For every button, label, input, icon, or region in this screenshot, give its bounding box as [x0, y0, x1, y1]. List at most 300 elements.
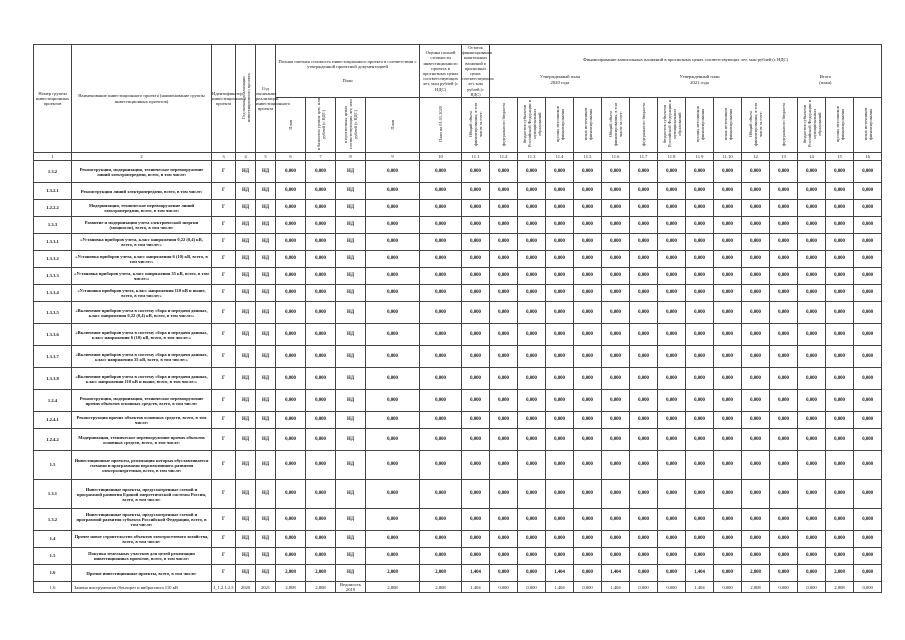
row-estimate: 0,000 [366, 200, 420, 217]
row-financing-value: 0,000 [462, 285, 490, 302]
table-row [34, 324, 882, 346]
row-financing-value: 0,000 [770, 268, 798, 285]
row-project-id: Г [212, 161, 236, 183]
row-project-id: Г [212, 390, 236, 412]
row-financing-value: 0,000 [770, 183, 798, 200]
row-financing-value: 0,000 [630, 161, 658, 183]
row-financing-value: 0,000 [574, 234, 602, 251]
row-financing-value: 0,000 [714, 531, 742, 548]
row-financing-value: 0,000 [742, 324, 770, 346]
row-code: 1.2.2.2 [34, 200, 72, 217]
row-financing-value: 0,000 [630, 531, 658, 548]
row-remaining: 0,000 [420, 480, 462, 509]
row-financing-value: 0,000 [742, 480, 770, 509]
row-financing-value: 0,000 [490, 161, 518, 183]
table-row [34, 217, 882, 234]
row-financing-value: 0,000 [630, 251, 658, 268]
table-row [34, 200, 882, 217]
row-year-start: НД [236, 531, 256, 548]
row-year-start: НД [236, 509, 256, 531]
row-financing-value: 0,000 [462, 390, 490, 412]
row-financing-value: 0,000 [770, 302, 798, 324]
last-row-cell: Ведомость 2019 [336, 582, 366, 593]
row-plan: НД [336, 268, 366, 285]
row-financing-value: 1,404 [546, 565, 574, 582]
row-plan: НД [336, 183, 366, 200]
row-remaining: 0,000 [420, 451, 462, 480]
row-financing-value: 0,000 [630, 451, 658, 480]
row-code: 1.5 [34, 548, 72, 565]
header-cost-current: в базисном уровне цен, млн рублей (с НДС) [306, 98, 336, 153]
row-year-end: НД [256, 302, 276, 324]
row-financing-value: 0,000 [462, 509, 490, 531]
row-financing-value: 0,000 [518, 451, 546, 480]
table-row [34, 251, 882, 268]
row-year-end: НД [256, 161, 276, 183]
row-financing-value: 0,000 [854, 285, 882, 302]
row-code: 1.2.4 [34, 390, 72, 412]
row-financing-value: 0,000 [462, 531, 490, 548]
last-row-cell: 2,808 [420, 582, 462, 593]
row-financing-value: 0,000 [770, 251, 798, 268]
row-financing-value: 0,000 [742, 161, 770, 183]
column-number: 16 [854, 153, 882, 161]
row-financing-value: 0,000 [798, 268, 826, 285]
header-group-number: Номер группы инвестиционных проектов [34, 45, 72, 153]
last-row-cell: 1.6 [34, 582, 72, 593]
row-project-id: Г [212, 183, 236, 200]
row-financing-value: 0,000 [602, 509, 630, 531]
row-financing-value: 0,000 [686, 509, 714, 531]
row-financing-value: 0,000 [602, 234, 630, 251]
row-financing-value: 0,000 [658, 390, 686, 412]
row-financing-value: 0,000 [854, 429, 882, 451]
row-financing-value: 0,000 [630, 548, 658, 565]
row-code: 1.3.3.7 [34, 346, 72, 368]
row-financing-value: 0,000 [854, 161, 882, 183]
table-row [34, 480, 882, 509]
row-financing-value: 0,000 [574, 368, 602, 390]
row-cost: 0,000 [276, 412, 306, 429]
row-financing-value: 0,000 [826, 531, 854, 548]
row-financing-value: 0,000 [602, 368, 630, 390]
row-financing-value: 0,000 [574, 268, 602, 285]
row-financing-value: 0,000 [574, 451, 602, 480]
table-row [34, 285, 882, 302]
row-estimate: 0,000 [366, 412, 420, 429]
row-project-id: Г [212, 480, 236, 509]
row-code: 1.3.3.3 [34, 268, 72, 285]
column-number: 11.9 [686, 153, 714, 161]
row-remaining: 0,000 [420, 251, 462, 268]
row-estimate: 0,000 [366, 346, 420, 368]
row-financing-value: 0,000 [546, 429, 574, 451]
table-row [34, 412, 882, 429]
table-row [34, 268, 882, 285]
row-financing-value: 0,000 [546, 480, 574, 509]
row-financing-value: 0,000 [742, 346, 770, 368]
row-financing-value: 0,000 [518, 531, 546, 548]
row-financing-value: 0,000 [658, 285, 686, 302]
row-financing-value: 0,000 [686, 531, 714, 548]
row-remaining: 0,000 [420, 200, 462, 217]
row-financing-value: 0,000 [574, 161, 602, 183]
row-plan: НД [336, 531, 366, 548]
row-financing-value: 0,000 [770, 480, 798, 509]
row-financing-value: 0,000 [518, 368, 546, 390]
row-financing-value: 0,000 [854, 531, 882, 548]
header-other-total: прочих источников финансирования [826, 98, 854, 153]
row-financing-value: 0,000 [546, 509, 574, 531]
row-financing-value: 0,000 [798, 531, 826, 548]
column-number: 11.1 [462, 153, 490, 161]
row-financing-value: 0,000 [462, 480, 490, 509]
row-financing-value: 0,000 [546, 451, 574, 480]
row-year-end: НД [256, 480, 276, 509]
row-cost: 0,000 [276, 251, 306, 268]
row-plan: НД [336, 412, 366, 429]
row-year-start: НД [236, 368, 256, 390]
row-financing-value: 0,000 [602, 268, 630, 285]
row-financing-value: 0,000 [574, 200, 602, 217]
row-financing-value: 0,000 [798, 234, 826, 251]
row-name: Покупка земельных участков для целей реализации инвестиционных проектов, всего, в том числе: [72, 548, 212, 565]
row-year-start: НД [236, 390, 256, 412]
row-financing-value: 0,000 [686, 548, 714, 565]
row-financing-value: 0,000 [518, 161, 546, 183]
row-year-end: НД [256, 451, 276, 480]
row-plan: НД [336, 390, 366, 412]
row-financing-value: 1,404 [462, 565, 490, 582]
row-code: 1.3.3.4 [34, 285, 72, 302]
header-project-name: Наименование инвестиционного проекта (наименование группы инвестиционных проектов) [72, 45, 212, 153]
row-financing-value: 0,000 [742, 531, 770, 548]
row-financing-value: 0,000 [714, 565, 742, 582]
row-year-start: НД [236, 548, 256, 565]
row-financing-value: 0,000 [826, 285, 854, 302]
column-number: 11.10 [714, 153, 742, 161]
row-financing-value: 0,000 [462, 302, 490, 324]
row-project-id: Г [212, 234, 236, 251]
row-financing-value: 0,000 [826, 217, 854, 234]
row-financing-value: 0,000 [826, 429, 854, 451]
row-financing-value: 0,000 [714, 200, 742, 217]
row-financing-value: 0,000 [714, 268, 742, 285]
row-financing-value: 0,000 [742, 285, 770, 302]
row-year-start: НД [236, 251, 256, 268]
row-financing-value: 0,000 [630, 324, 658, 346]
row-financing-value: 0,000 [658, 451, 686, 480]
row-remaining: 0,000 [420, 234, 462, 251]
row-financing-value: 0,000 [490, 183, 518, 200]
row-financing-value: 0,000 [462, 451, 490, 480]
row-project-id: Г [212, 251, 236, 268]
row-cost: 0,000 [306, 548, 336, 565]
row-financing-value: 0,000 [798, 565, 826, 582]
column-number: 7 [306, 153, 336, 161]
column-number: 3 [212, 153, 236, 161]
row-project-id: Г [212, 324, 236, 346]
row-financing-value: 0,000 [462, 429, 490, 451]
row-financing-value: 0,000 [490, 480, 518, 509]
row-financing-value: 0,000 [714, 183, 742, 200]
row-financing-value: 0,000 [826, 268, 854, 285]
row-cost: 0,000 [306, 324, 336, 346]
row-financing-value: 0,000 [574, 565, 602, 582]
row-financing-value: 0,000 [770, 429, 798, 451]
row-financing-value: 0,000 [798, 509, 826, 531]
row-financing-value: 0,000 [742, 183, 770, 200]
row-financing-value: 0,000 [658, 346, 686, 368]
row-financing-value: 0,000 [630, 429, 658, 451]
row-financing-value: 0,000 [770, 346, 798, 368]
row-financing-value: 0,000 [490, 531, 518, 548]
row-project-id: Г [212, 285, 236, 302]
column-number: 11.3 [518, 153, 546, 161]
row-plan: НД [336, 217, 366, 234]
row-financing-value: 0,000 [574, 285, 602, 302]
row-financing-value: 0,000 [630, 565, 658, 582]
row-cost: 2,008 [306, 565, 336, 582]
row-financing-value: 0,000 [462, 234, 490, 251]
row-year-end: НД [256, 565, 276, 582]
row-financing-value: 0,000 [630, 480, 658, 509]
row-cost: 0,000 [276, 217, 306, 234]
row-financing-value: 0,000 [770, 390, 798, 412]
row-estimate: 0,000 [366, 302, 420, 324]
row-financing-value: 0,000 [658, 548, 686, 565]
row-estimate: 0,000 [366, 251, 420, 268]
row-cost: 0,000 [276, 531, 306, 548]
row-code: 1.5 [34, 451, 72, 480]
row-financing-value: 0,000 [518, 285, 546, 302]
header-federal-2020: федерального бюджета [490, 98, 518, 153]
column-number: 10 [420, 153, 462, 161]
row-project-id: Г [212, 548, 236, 565]
row-financing-value: 0,000 [546, 548, 574, 565]
row-financing-value: 0,000 [714, 368, 742, 390]
table-row [34, 451, 882, 480]
row-name: Прочие инвестиционные проекты, всего, в том числе: [72, 565, 212, 582]
row-financing-value: 0,000 [546, 531, 574, 548]
row-financing-value: 0,000 [686, 480, 714, 509]
row-financing-value: 0,000 [518, 390, 546, 412]
last-row-cell: 2,808 [826, 582, 854, 593]
row-cost: 0,000 [306, 390, 336, 412]
row-year-start: НД [236, 161, 256, 183]
row-financing-value: 0,000 [574, 390, 602, 412]
row-year-start: НД [236, 451, 256, 480]
column-number: 8 [336, 153, 366, 161]
row-financing-value: 0,000 [602, 183, 630, 200]
row-financing-value: 0,000 [462, 368, 490, 390]
row-financing-value: 0,000 [546, 346, 574, 368]
row-remaining: 0,000 [420, 509, 462, 531]
row-name: «Включение приборов учета в систему сбора и передачи данных, класс напряжения 0,22 (0,4) кВ, всего, в том числе:» [72, 302, 212, 324]
row-financing-value: 0,000 [630, 285, 658, 302]
row-financing-value: 0,000 [490, 285, 518, 302]
row-year-start: НД [236, 324, 256, 346]
row-code: 1.2.4.2 [34, 429, 72, 451]
row-financing-value: 0,000 [742, 412, 770, 429]
row-financing-value: 0,000 [602, 161, 630, 183]
row-remaining: 0,000 [420, 183, 462, 200]
row-year-end: НД [256, 548, 276, 565]
table-row [34, 565, 882, 582]
row-financing-value: 0,000 [826, 509, 854, 531]
row-year-end: НД [256, 429, 276, 451]
row-financing-value: 0,000 [658, 234, 686, 251]
row-financing-value: 0,000 [770, 324, 798, 346]
row-financing-value: 0,000 [798, 429, 826, 451]
row-cost: 0,000 [276, 429, 306, 451]
header-year-end: Год окончания реализации инвестиционного проекта [256, 45, 276, 153]
header-other-2021: прочих источников финансирования [686, 98, 714, 153]
last-row-cell: 0,000 [854, 582, 882, 593]
row-financing-value: 0,000 [686, 302, 714, 324]
row-financing-value: 0,000 [574, 531, 602, 548]
row-financing-value: 0,000 [854, 390, 882, 412]
column-number: 11.6 [602, 153, 630, 161]
column-number: 11.7 [630, 153, 658, 161]
row-financing-value: 0,000 [574, 429, 602, 451]
row-financing-value: 0,000 [798, 390, 826, 412]
row-financing-value: 0,000 [518, 429, 546, 451]
row-financing-value: 2,808 [826, 565, 854, 582]
row-project-id: Г [212, 200, 236, 217]
row-financing-value: 0,000 [630, 234, 658, 251]
row-name: Инвестиционные проекты, предусмотренные схемой и программой развития субъекта Российской Федерации, всего, в том числе: [72, 509, 212, 531]
header-financing: Финансирование капитальных вложений в прогнозных ценах соответствующих лет, млн рублей (с НДС) Утвержденный план 2020 года Утвержденный план 2021 года Итого (план) [490, 45, 882, 98]
row-financing-value: 0,000 [630, 200, 658, 217]
row-financing-value: 0,000 [742, 390, 770, 412]
row-project-id: Г [212, 302, 236, 324]
row-year-end: НД [256, 412, 276, 429]
row-plan: НД [336, 285, 366, 302]
row-cost: 0,000 [276, 390, 306, 412]
row-financing-value: 0,000 [798, 451, 826, 480]
row-plan: НД [336, 346, 366, 368]
row-code: 1.3.3.6 [34, 324, 72, 346]
row-remaining: 0,000 [420, 217, 462, 234]
row-financing-value: 0,000 [490, 324, 518, 346]
row-financing-value: 0,000 [714, 285, 742, 302]
row-financing-value: 0,000 [714, 412, 742, 429]
row-financing-value: 0,000 [742, 451, 770, 480]
header-own-2021: иных источников финансирования [714, 98, 742, 153]
table-row [34, 302, 882, 324]
row-financing-value: 0,000 [742, 234, 770, 251]
row-financing-value: 0,000 [518, 324, 546, 346]
row-financing-value: 0,000 [658, 183, 686, 200]
row-estimate: 0,000 [366, 429, 420, 451]
table-row [34, 161, 882, 183]
last-row-cell: 2,808 [276, 582, 306, 593]
row-cost: 0,000 [306, 480, 336, 509]
row-plan: НД [336, 200, 366, 217]
row-financing-value: 0,000 [490, 234, 518, 251]
row-financing-value: 0,000 [742, 368, 770, 390]
last-row-cell: 1,404 [602, 582, 630, 593]
row-cost: 0,000 [276, 324, 306, 346]
row-financing-value: 0,000 [462, 161, 490, 183]
row-estimate: 0,000 [366, 161, 420, 183]
header-subject-total: бюджетов субъектов Российской Федерации и муниципальных образований [798, 98, 826, 153]
row-financing-value: 0,000 [658, 565, 686, 582]
row-financing-value: 0,000 [518, 346, 546, 368]
row-name: Реконструкция прочих объектов основных средств, всего, в том числе: [72, 412, 212, 429]
row-financing-value: 0,000 [798, 412, 826, 429]
row-estimate: 0,000 [366, 548, 420, 565]
header-own-total: иных источников финансирования [854, 98, 882, 153]
row-financing-value: 0,000 [798, 324, 826, 346]
row-cost: 0,000 [276, 368, 306, 390]
row-financing-value: 0,000 [462, 268, 490, 285]
row-year-end: НД [256, 183, 276, 200]
row-financing-value: 0,000 [854, 346, 882, 368]
row-financing-value: 0,000 [826, 234, 854, 251]
row-estimate: 0,000 [366, 268, 420, 285]
last-row-cell: 2,808 [742, 582, 770, 593]
row-financing-value: 0,000 [602, 217, 630, 234]
row-financing-value: 0,000 [742, 302, 770, 324]
row-year-end: НД [256, 217, 276, 234]
row-project-id: Г [212, 509, 236, 531]
row-year-end: НД [256, 285, 276, 302]
row-financing-value: 0,000 [770, 531, 798, 548]
row-project-id: Г [212, 368, 236, 390]
column-number: 5 [256, 153, 276, 161]
table-row [34, 234, 882, 251]
row-year-start: НД [236, 285, 256, 302]
row-year-end: НД [256, 509, 276, 531]
row-remaining: 0,000 [420, 324, 462, 346]
row-financing-value: 0,000 [574, 302, 602, 324]
row-financing-value: 0,000 [770, 234, 798, 251]
table-row [34, 368, 882, 390]
row-cost: 0,000 [276, 285, 306, 302]
row-financing-value: 0,000 [518, 480, 546, 509]
header-other-2020: прочих источников финансирования [546, 98, 574, 153]
row-financing-value: 0,000 [742, 200, 770, 217]
row-financing-value: 0,000 [714, 346, 742, 368]
header-estimate: Оценка полной стоимости инвестиционного проекта в прогнозных ценах соответствующих лет, млн рублей (с НДС) [420, 45, 462, 98]
row-financing-value: 0,000 [854, 251, 882, 268]
row-financing-value: 0,000 [854, 368, 882, 390]
row-financing-value: 0,000 [826, 451, 854, 480]
last-row-cell: 0,000 [574, 582, 602, 593]
column-number: 11.8 [658, 153, 686, 161]
row-financing-value: 0,000 [854, 217, 882, 234]
row-financing-value: 2,808 [742, 565, 770, 582]
row-financing-value: 0,000 [770, 285, 798, 302]
row-financing-value: 0,000 [854, 302, 882, 324]
row-financing-value: 1,404 [686, 565, 714, 582]
last-row-cell: 2021 [256, 582, 276, 593]
column-number: 9 [366, 153, 420, 161]
table-body [34, 153, 882, 593]
row-name: Реконструкция, модернизация, техническое перевооружение прочих объектов основных средств, всего, в том числе: [72, 390, 212, 412]
row-plan: НД [336, 302, 366, 324]
row-project-id: Г [212, 565, 236, 582]
row-financing-value: 0,000 [742, 509, 770, 531]
row-financing-value: 0,000 [798, 285, 826, 302]
column-number-row [34, 153, 882, 161]
header-remaining: Остаток финансирования капитальных вложений в прогнозных ценах соответствующих лет, млн рублей (с НДС) [462, 45, 494, 97]
row-cost: 0,000 [306, 217, 336, 234]
row-financing-value: 0,000 [630, 346, 658, 368]
row-financing-value: 0,000 [770, 200, 798, 217]
